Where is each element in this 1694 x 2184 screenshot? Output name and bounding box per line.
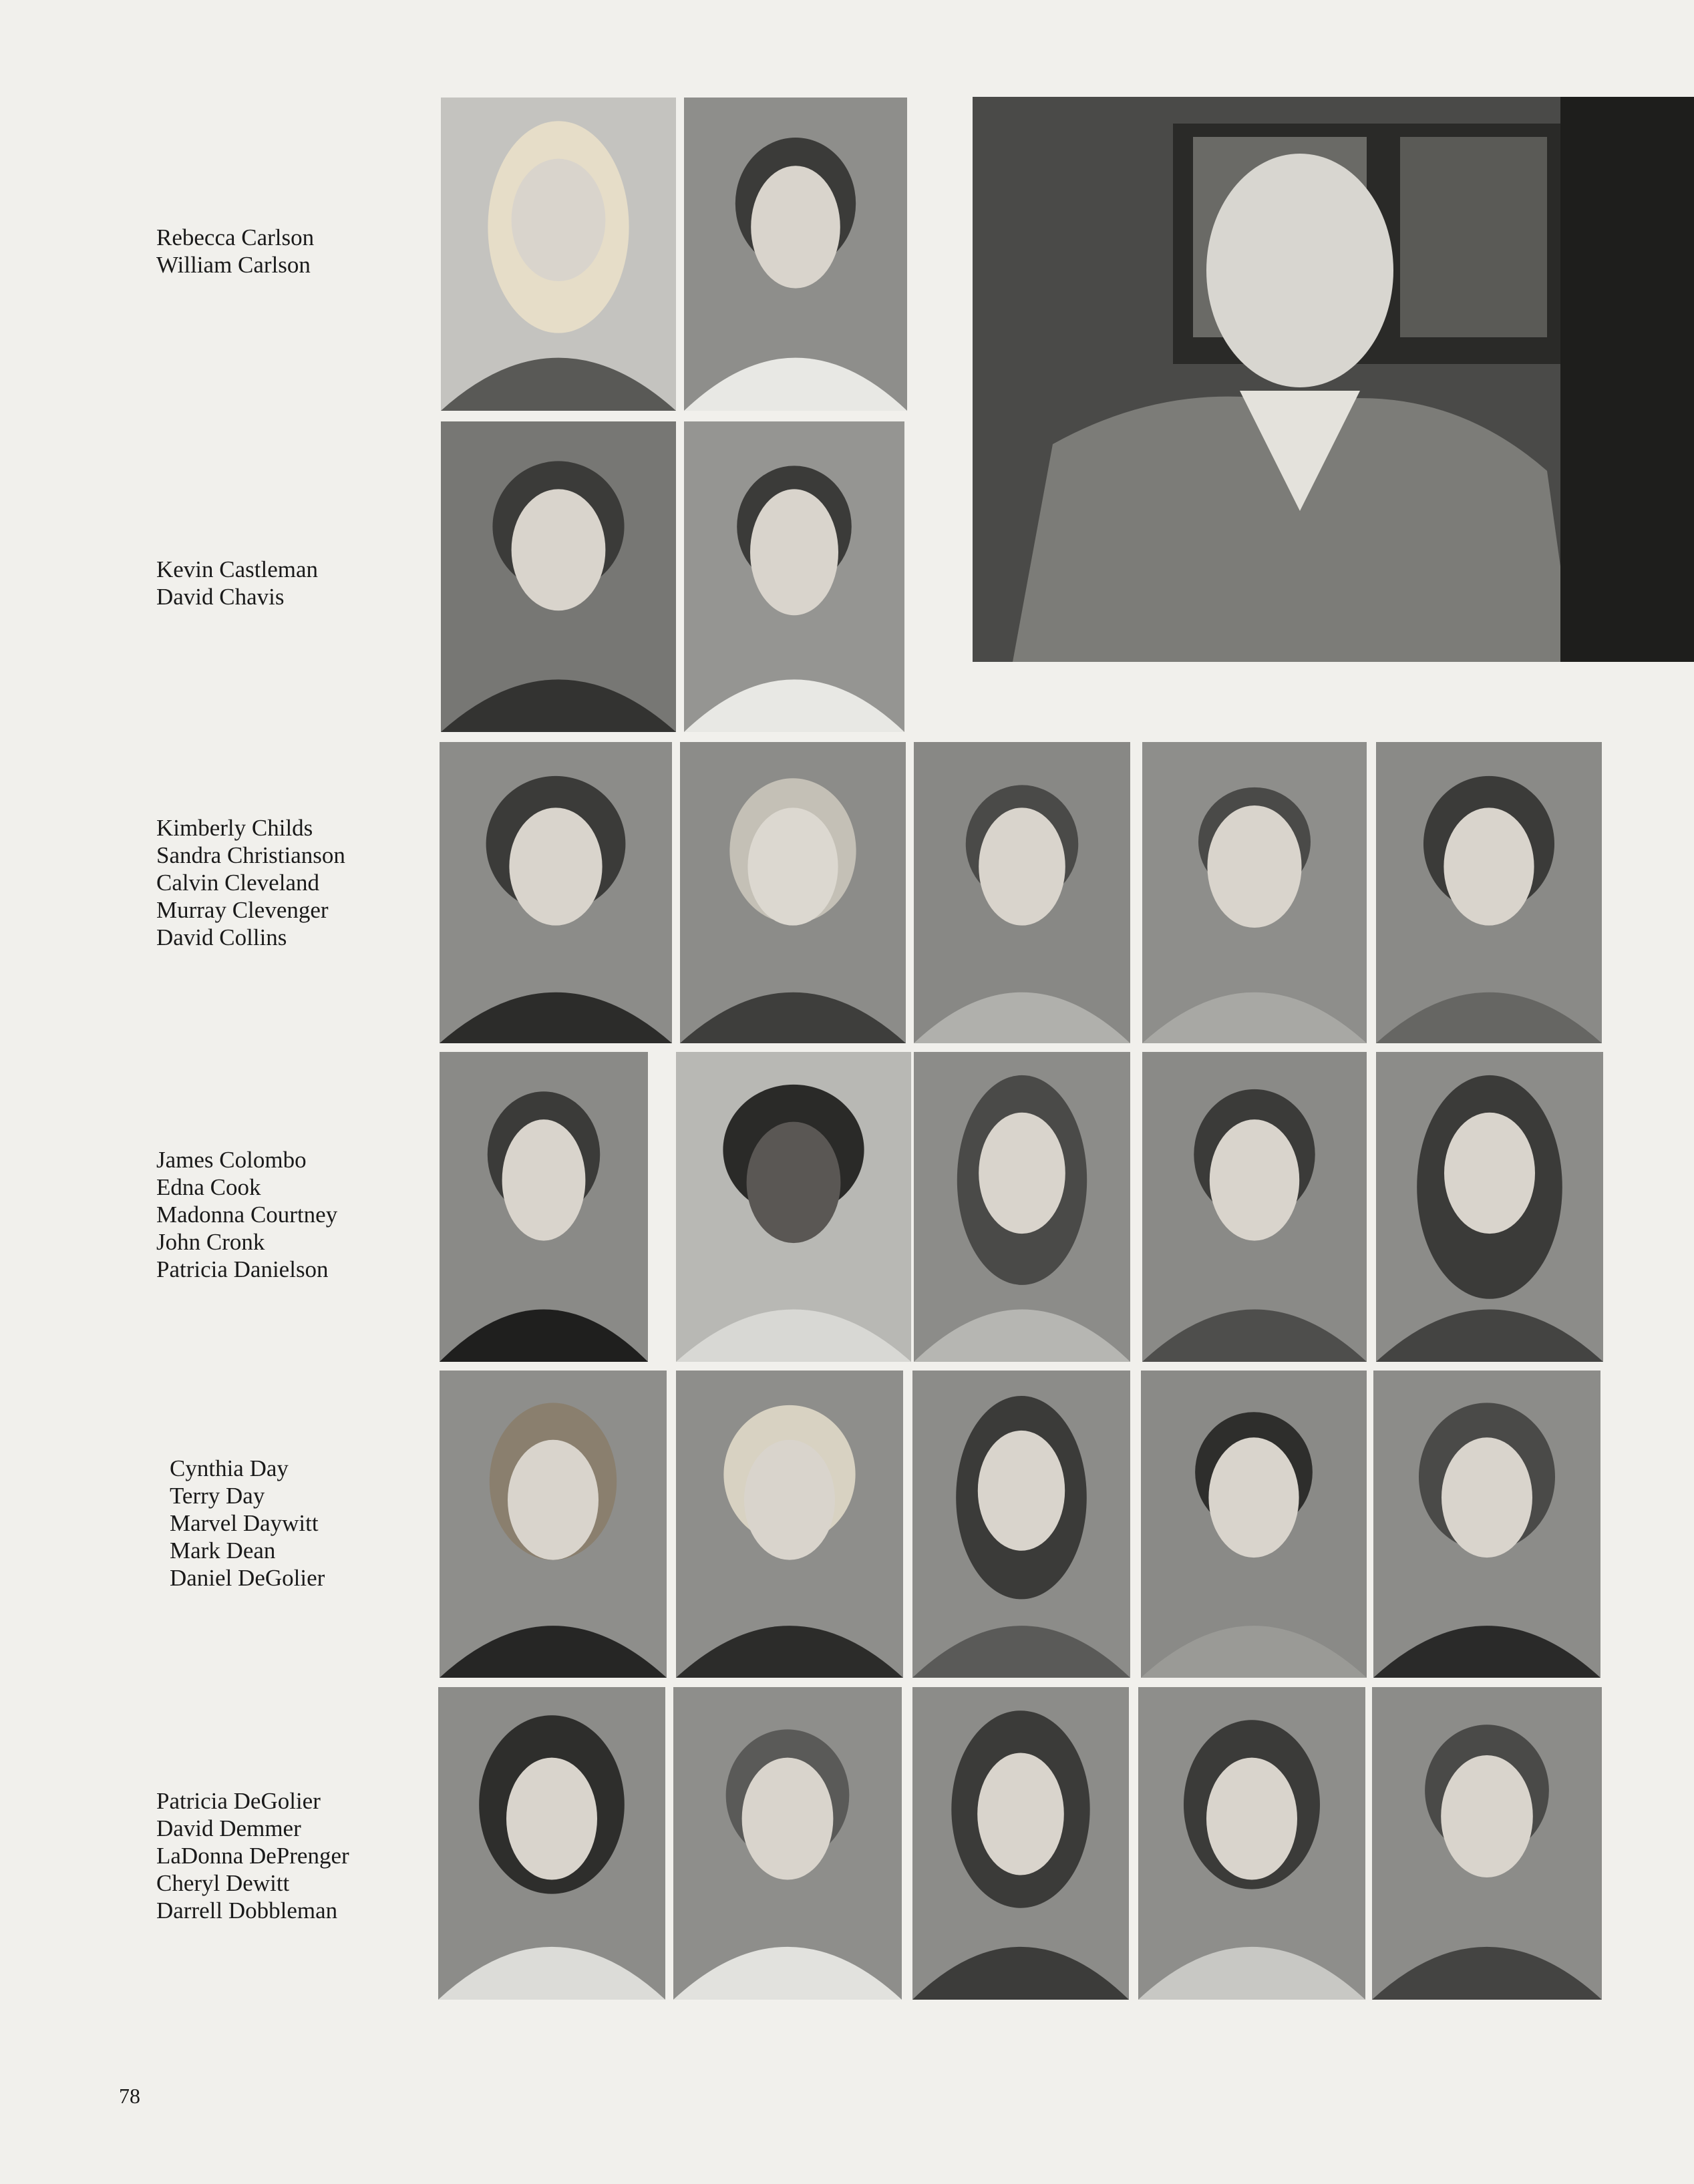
student-name: David Demmer [156,1815,301,1841]
portrait-photo [1138,1687,1365,2000]
portrait-photo [684,421,904,732]
portrait-photo [676,1052,911,1362]
portrait-photo [441,98,676,411]
portrait-photo [440,1052,648,1362]
page-number: 78 [119,2084,140,2108]
student-name: Daniel DeGolier [170,1565,325,1591]
portrait-photo [680,742,906,1043]
student-name: Rebecca Carlson [156,224,315,250]
portrait-photo [914,742,1130,1043]
student-name: Kevin Castleman [156,556,319,582]
student-name: Sandra Christianson [156,842,345,868]
name-group-6 [156,1787,349,1924]
student-name: Terry Day [170,1483,265,1509]
student-name: John Cronk [156,1229,265,1255]
student-name: James Colombo [156,1147,307,1173]
student-name: Darrell Dobbleman [156,1897,338,1924]
student-name: Patricia DeGolier [156,1788,321,1814]
name-group-1 [156,224,314,279]
student-name: Mark Dean [170,1537,276,1564]
student-name: Cheryl Dewitt [156,1870,290,1896]
student-name: William Carlson [156,252,311,278]
portrait-photo [912,1687,1129,2000]
student-name: Patricia Danielson [156,1256,329,1282]
student-name: LaDonna DePrenger [156,1843,349,1869]
student-name: Calvin Cleveland [156,870,319,896]
portrait-photo [914,1052,1130,1362]
portrait-photo [1372,1687,1602,2000]
candid-photo [973,97,1694,662]
name-group-3 [156,814,345,951]
portrait-photo [1373,1371,1600,1678]
name-group-2 [156,556,318,610]
portrait-photo [1376,1052,1603,1362]
portrait-photo [676,1371,903,1678]
student-name: David Collins [156,924,287,950]
portrait-photo [1376,742,1602,1043]
name-group-4 [156,1146,337,1283]
portrait-photo [440,742,672,1043]
portrait-photo [684,98,907,411]
name-group-5 [170,1455,325,1592]
portrait-photo [1142,1052,1367,1362]
portrait-photo [441,421,676,732]
student-name: Cynthia Day [170,1455,289,1481]
portrait-photo [440,1371,667,1678]
student-name: Edna Cook [156,1174,261,1200]
portrait-photo [1142,742,1367,1043]
student-name: Madonna Courtney [156,1202,338,1228]
portrait-photo [1141,1371,1367,1678]
portrait-photo [673,1687,902,2000]
student-name: David Chavis [156,584,285,610]
student-name: Kimberly Childs [156,815,313,841]
portrait-photo [912,1371,1130,1678]
student-name: Murray Clevenger [156,897,329,923]
portrait-photo [438,1687,665,2000]
student-name: Marvel Daywitt [170,1510,319,1536]
